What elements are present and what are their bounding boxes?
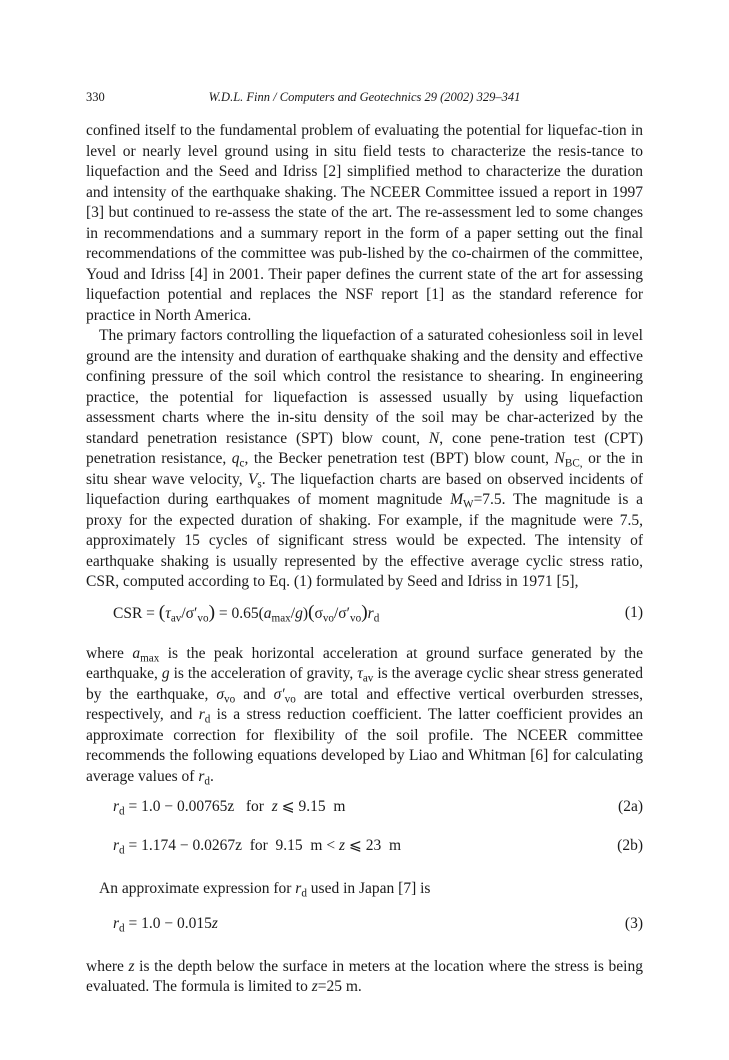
body-text: [86, 121, 643, 998]
page-number: 330: [86, 90, 105, 104]
equation-1-number: (1): [624, 603, 643, 621]
equation-3: [86, 914, 643, 935]
equation-1: [86, 603, 643, 624]
equation-2a-number: (2a): [618, 798, 643, 815]
paragraph-5: where z is the depth below the surface in meters at the location where the stress is being evaluated. The formula is limited to z=25 m.: [86, 957, 643, 995]
paragraph-2: The primary factors controlling the liquefaction of a saturated cohesionless soil in level ground are the intensity and duration of earthquake shaking and the density and effective confining pressure of the soil which control the resistance to shearing. In engineering practice, the potential for liquefaction is assessed usually by using liquefaction assessment charts where the in-situ density of the soil may be char-acterized by the standard penetration resistance (SPT) blow count, N, cone pene-tration test (CPT) penetration resistance, $q_c$, the Becker penetration test (BPT) blow count, $N_{BC,}$ or the in situ shear wave velocity, $V_s$. The liquefaction charts are based on observed incidents of liquefaction during earthquakes of moment magnitude $M_W=7.5$. The magnitude is a proxy for the expected duration of shaking. For example, if the magnitude were 7.5, approximately 15 cycles of significant stress would be expected. The intensity of earthquake shaking is usually represented by the effective average cyclic stress ratio, CSR, computed according to Eq. (1) formulated by Seed and Idriss in 1971 [5],: [86, 327, 644, 590]
equation-2a: [86, 797, 643, 818]
page-header: [86, 90, 643, 110]
equation-1-expression: CSR = $(\tau_{av}/\sigma'_{vo}) = 0.65(a_{max}/g)(\sigma_{vo}/\sigma'_{vo})r_d$: [113, 601, 380, 624]
equation-3-expression: $r_d = 1.0 - 0.015z$: [113, 914, 218, 934]
equation-3-number: (3): [624, 914, 643, 932]
equation-2b-expression: $r_d = 1.174 - 0.0267z$ for 9.15 m < z ⩽ 23 m: [113, 837, 402, 857]
running-title: W.D.L. Finn / Computers and Geotechnics 29 (2002) 329–341: [208, 90, 521, 104]
equation-2b: [86, 836, 643, 857]
equation-2a-expression: $r_d = 1.0 - 0.00765z$ for z ⩽ 9.15 m: [113, 798, 346, 818]
paragraph-3: where $a_{max}$ is the peak horizontal acceleration at ground surface generated by the earthquake, g is the acceleration of gravity, $\tau_{av}$ is the average cyclic shear stress generated by the earthquake, $\sigma_{vo}$ and $\sigma'_{vo}$ are total and effective vertical overburden stresses, respectively, and $r_d$ is a stress reduction coefficient. The latter coefficient provides an approximate correction for flexibility of the soil profile. The NCEER committee recommends the following equations developed by Liao and Whitman [6] for calculating average values of $r_d$.: [86, 644, 643, 787]
paragraph-1: confined itself to the fundamental problem of evaluating the potential for liquefac-tion in level or nearly level ground using in situ field tests to characterize the resis-tance to liquefaction and the Seed and Idriss [2] simplified method to characterize the duration and intensity of the earthquake shaking. The NCEER Committee issued a report in 1997 [3] but continued to re-assess the state of the art. The re-assessment led to some changes in recommendations and a summary report in the form of a paper setting out the final recommendations of the committee was pub-lished by the co-chairmen of the committee, Youd and Idriss [4] in 2001. Their paper defines the current state of the art for assessing liquefaction potential and replaces the NSF report [1] as the standard reference for practice in North America.: [86, 122, 643, 324]
paragraph-4: An approximate expression for $r_d$ used in Japan [7] is: [99, 880, 431, 900]
equation-2b-number: (2b): [617, 837, 643, 854]
